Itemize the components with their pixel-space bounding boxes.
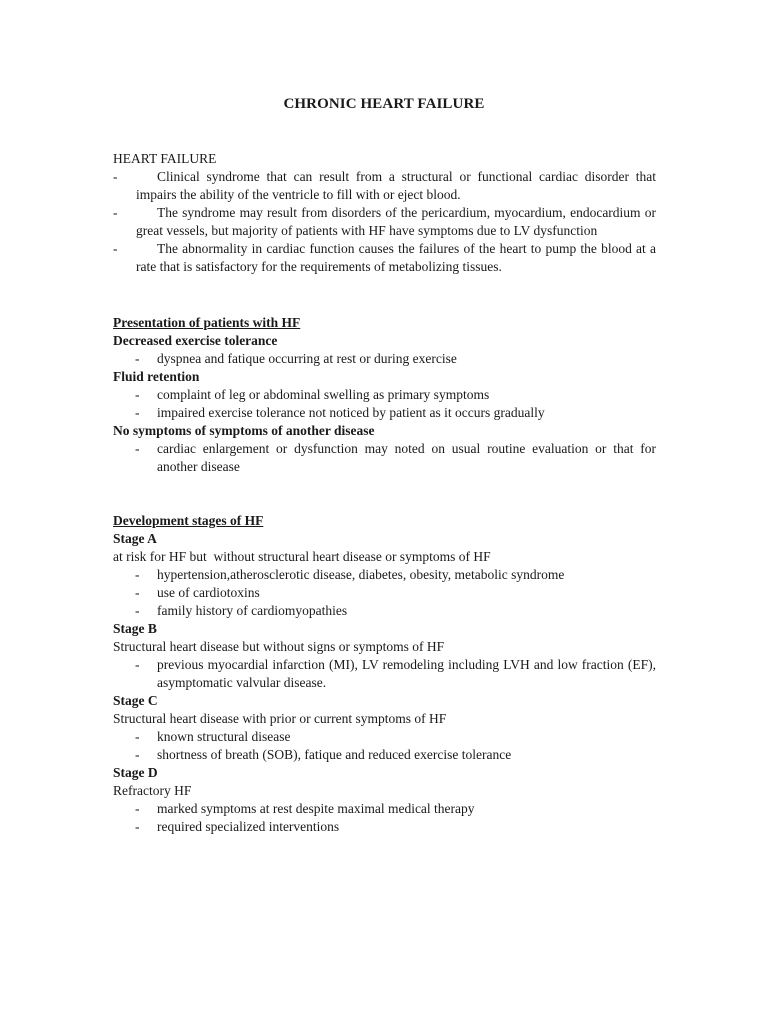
list-item-text: dyspnea and fatique occurring at rest or during exercise [157, 351, 457, 366]
bullet-dash: - [135, 567, 140, 582]
list-item-text: The abnormality in cardiac function causes the failures of the heart to pump the blood at a rate that is satisfactory for the requirements of metabolizing tissues. [136, 241, 656, 274]
list-item-text: impaired exercise tolerance not noticed by patient as it occurs gradually [157, 405, 545, 420]
section-heading-presentation: Presentation of patients with HF [113, 315, 301, 330]
section-presentation [113, 314, 656, 476]
group-heading-exercise-tolerance: Decreased exercise tolerance [113, 333, 278, 348]
list-item [113, 386, 656, 404]
group-heading-fluid-retention: Fluid retention [113, 369, 200, 384]
bullet-dash: - [135, 747, 140, 762]
bullet-dash: - [113, 205, 118, 220]
list-item-text: complaint of leg or abdominal swelling as primary symptoms [157, 387, 490, 402]
list-item-text: known structural disease [157, 729, 291, 744]
bullet-dash: - [135, 603, 140, 618]
list-item [113, 656, 656, 692]
stage-description-c: Structural heart disease with prior or current symptoms of HF [113, 711, 447, 726]
list-item [113, 240, 656, 276]
list-item-text: previous myocardial infarction (MI), LV remodeling including LVH and low fraction (EF), asymptomatic valvular disease. [157, 657, 656, 690]
bullet-dash: - [135, 387, 140, 402]
document-body [113, 150, 656, 836]
list-item-text: The syndrome may result from disorders of the pericardium, myocardium, endocardium or great vessels, but majority of patients with HF have symptoms due to LV dysfunction [136, 205, 656, 238]
list-item [113, 168, 656, 204]
list-item-text: use of cardiotoxins [157, 585, 260, 600]
list-item [113, 350, 656, 368]
stage-description-b: Structural heart disease but without signs or symptoms of HF [113, 639, 445, 654]
bullet-dash: - [135, 657, 140, 672]
document-title: CHRONIC HEART FAILURE [283, 96, 485, 112]
section-heading-development-stages: Development stages of HF [113, 513, 264, 528]
stage-heading-c: Stage C [113, 693, 158, 708]
bullet-dash: - [135, 351, 140, 366]
bullet-dash: - [135, 801, 140, 816]
section-heading-heart-failure: HEART FAILURE [113, 151, 217, 166]
list-item [113, 584, 656, 602]
list-item [113, 602, 656, 620]
list-item [113, 204, 656, 240]
list-item-text: family history of cardiomyopathies [157, 603, 348, 618]
stage-heading-a: Stage A [113, 531, 157, 546]
group-heading-no-symptoms: No symptoms of symptoms of another disease [113, 423, 375, 438]
bullet-dash: - [135, 405, 140, 420]
list-item-text: required specialized interventions [157, 819, 340, 834]
list-item [113, 746, 656, 764]
bullet-dash: - [135, 441, 140, 456]
bullet-dash: - [135, 819, 140, 834]
list-item-text: shortness of breath (SOB), fatique and reduced exercise tolerance [157, 747, 512, 762]
stage-description-d: Refractory HF [113, 783, 192, 798]
list-item [113, 440, 656, 476]
bullet-dash: - [135, 585, 140, 600]
list-item-text: Clinical syndrome that can result from a structural or functional cardiac disorder that impairs the ability of the ventricle to fill with or eject blood. [136, 169, 656, 202]
list-item [113, 818, 656, 836]
section-development-stages [113, 512, 656, 836]
list-item-text: hypertension,atherosclerotic disease, diabetes, obesity, metabolic syndrome [157, 567, 565, 582]
bullet-dash: - [135, 729, 140, 744]
bullet-dash: - [113, 169, 118, 184]
stage-heading-b: Stage B [113, 621, 157, 636]
list-item-text: cardiac enlargement or dysfunction may noted on usual routine evaluation or that for another disease [157, 441, 656, 474]
list-item [113, 800, 656, 818]
bullet-dash: - [113, 241, 118, 256]
stage-description-a: at risk for HF but without structural heart disease or symptoms of HF [113, 549, 491, 564]
list-item [113, 404, 656, 422]
list-item-text: marked symptoms at rest despite maximal medical therapy [157, 801, 475, 816]
list-item [113, 566, 656, 584]
list-item [113, 728, 656, 746]
section-heart-failure [113, 150, 656, 276]
stage-heading-d: Stage D [113, 765, 158, 780]
